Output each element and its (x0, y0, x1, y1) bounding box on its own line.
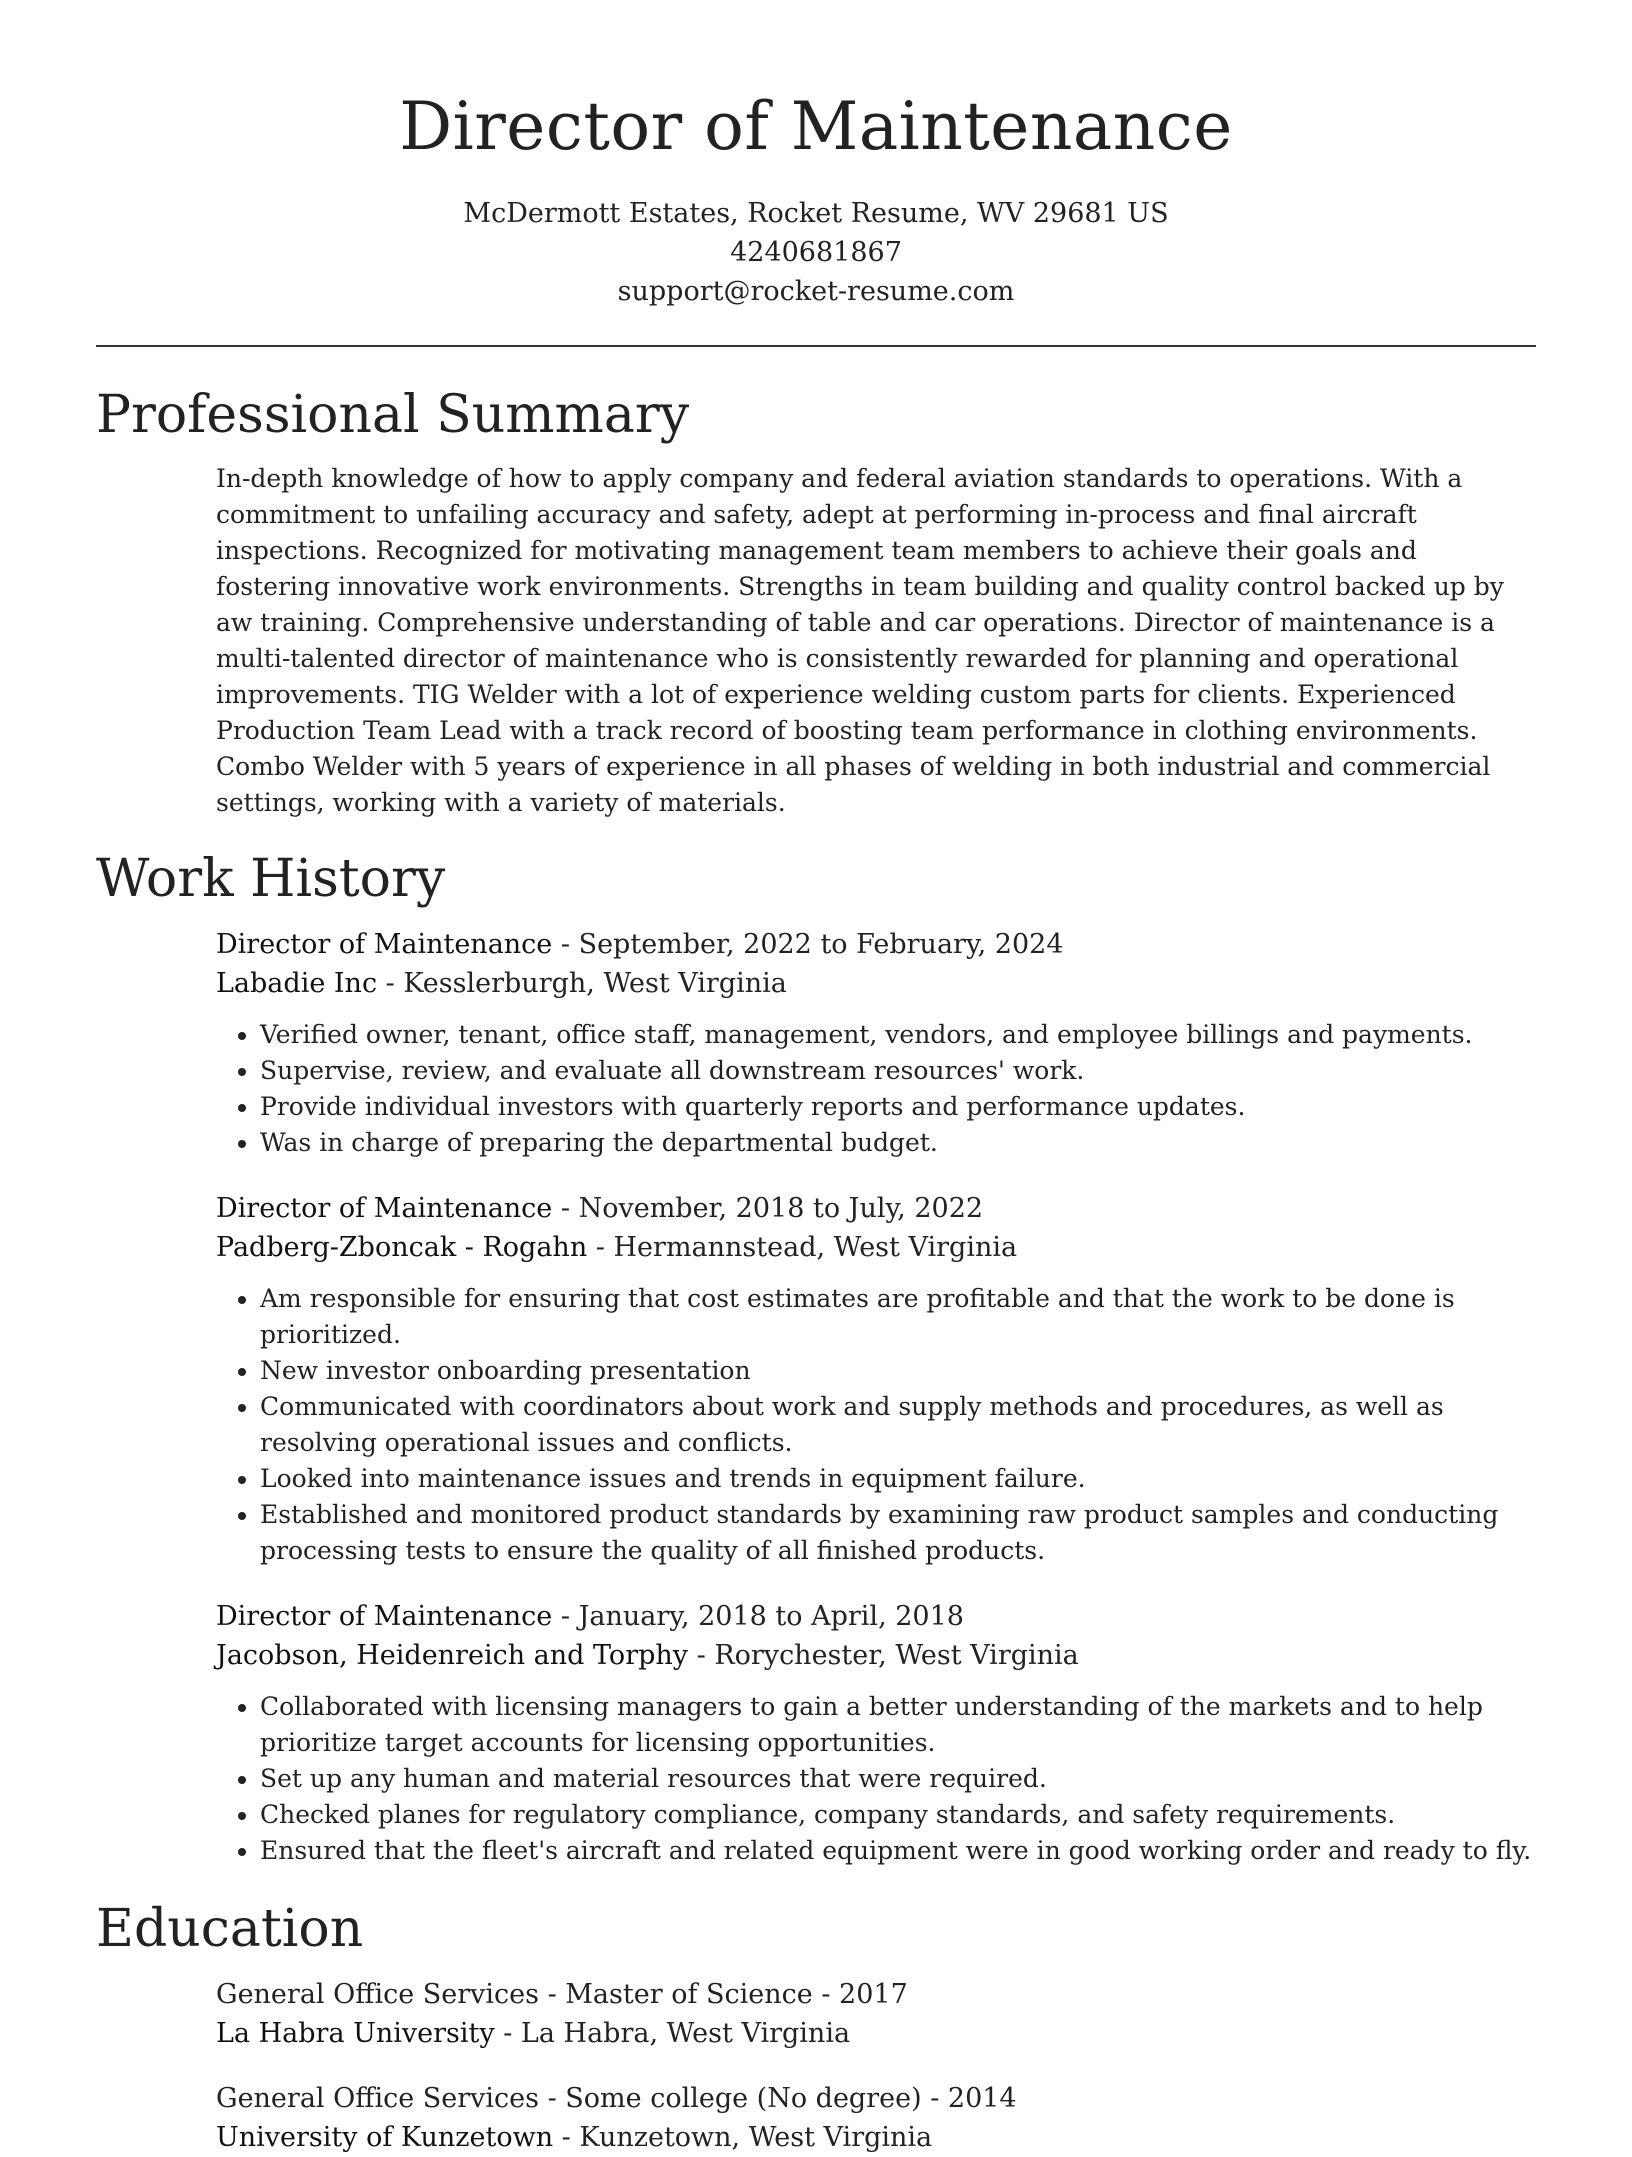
job-bullet: • Ensured that the fleet's aircraft and related equipment were in good working order and ready to fly. (260, 1833, 1536, 1869)
job-bullet: • Verified owner, tenant, office staff, management, vendors, and employee billings and payments. (260, 1017, 1536, 1053)
job-entry (216, 1597, 1536, 1869)
summary-text: In-depth knowledge of how to apply company and federal aviation standards to operations. With a commitment to unfailing accuracy and safety, adept at performing in-process and final aircraft inspections. Recognized for motivating management team members to achieve their goals and fostering innovative work environments. Strengths in team building and quality control backed up by aw training. Comprehensive understanding of table and car operations. Director of maintenance is a multi-talented director of maintenance who is consistently rewarded for planning and operational improvements. TIG Welder with a lot of experience welding custom parts for clients. Experienced Production Team Lead with a track record of boosting team performance in clothing environments. Combo Welder with 5 years of experience in all phases of welding in both industrial and commercial settings, working with a variety of materials. (216, 464, 1504, 817)
job-company: Labadie Inc (216, 968, 378, 999)
section-title-education: Education (96, 1899, 364, 1959)
job-company: Jacobson, Heidenreich and Torphy (216, 1640, 689, 1671)
job-company-line (216, 1636, 1536, 1675)
job-title-line (216, 925, 1536, 964)
job-company-line (216, 964, 1536, 1003)
job-company-line (216, 1228, 1536, 1267)
job-bullet: • Looked into maintenance issues and trends in equipment failure. (260, 1461, 1536, 1497)
resume-header (96, 0, 1536, 311)
education-location: - Kunzetown, West Virginia (553, 2122, 933, 2153)
job-bullet: • New investor onboarding presentation (260, 1353, 1536, 1389)
resume-title: Director of Maintenance (399, 88, 1233, 165)
job-bullets (216, 1281, 1536, 1569)
job-entry (216, 925, 1536, 1161)
education-location: - La Habra, West Virginia (494, 2018, 851, 2049)
job-bullet: • Supervise, review, and evaluate all downstream resources' work. (260, 1053, 1536, 1089)
job-bullet: • Communicated with coordinators about work and supply methods and procedures, as well as resolving operational issues and conflicts. (260, 1389, 1536, 1461)
education-school: University of Kunzetown (216, 2122, 554, 2153)
job-dates: - January, 2018 to April, 2018 (552, 1601, 964, 1632)
job-location: - Kesslerburgh, West Virginia (377, 968, 787, 999)
job-dates: - September, 2022 to February, 2024 (552, 929, 1064, 960)
summary-section (96, 383, 1536, 821)
job-role: Director of Maintenance (216, 1601, 553, 1632)
education-degree-line: General Office Services - Master of Science - 2017 (216, 1979, 908, 2010)
job-entry (216, 1189, 1536, 1569)
phone: 4240681867 (730, 237, 902, 268)
job-role: Director of Maintenance (216, 1193, 553, 1224)
job-bullets (216, 1689, 1536, 1869)
job-bullet: • Was in charge of preparing the departmental budget. (260, 1125, 1536, 1161)
education-school: La Habra University (216, 2018, 495, 2049)
job-bullet: • Established and monitored product standards by examining raw product samples and conducting processing tests to ensure the quality of all finished products. (260, 1497, 1536, 1569)
education-school-line (216, 2014, 1536, 2053)
section-title-summary: Professional Summary (96, 385, 690, 445)
job-bullet: • Provide individual investors with quarterly reports and performance updates. (260, 1089, 1536, 1125)
job-bullet: • Set up any human and material resources that were required. (260, 1761, 1536, 1797)
education-section (96, 1897, 1536, 2157)
job-bullet: • Checked planes for regulatory compliance, company standards, and safety requirements. (260, 1797, 1536, 1833)
email: support@rocket-resume.com (617, 276, 1015, 307)
job-bullet: • Collaborated with licensing managers to gain a better understanding of the markets and to help prioritize target accounts for licensing opportunities. (260, 1689, 1536, 1761)
education-entry (216, 1975, 1536, 2053)
education-entry (216, 2079, 1536, 2157)
job-dates: - November, 2018 to July, 2022 (552, 1193, 984, 1224)
education-degree-line: General Office Services - Some college (No degree) - 2014 (216, 2083, 1017, 2114)
job-company: Padberg-Zboncak - Rogahn (216, 1232, 588, 1263)
address: McDermott Estates, Rocket Resume, WV 29681 US (463, 198, 1169, 229)
job-location: - Rorychester, West Virginia (688, 1640, 1079, 1671)
work-history-section (96, 847, 1536, 1869)
section-title-work-history: Work History (96, 849, 446, 909)
header-divider (96, 345, 1536, 347)
job-title-line (216, 1189, 1536, 1228)
job-location: - Hermannstead, West Virginia (587, 1232, 1018, 1263)
job-bullets (216, 1017, 1536, 1161)
education-school-line (216, 2118, 1536, 2157)
job-bullet: • Am responsible for ensuring that cost estimates are profitable and that the work to be done is prioritized. (260, 1281, 1536, 1353)
job-role: Director of Maintenance (216, 929, 553, 960)
job-title-line (216, 1597, 1536, 1636)
